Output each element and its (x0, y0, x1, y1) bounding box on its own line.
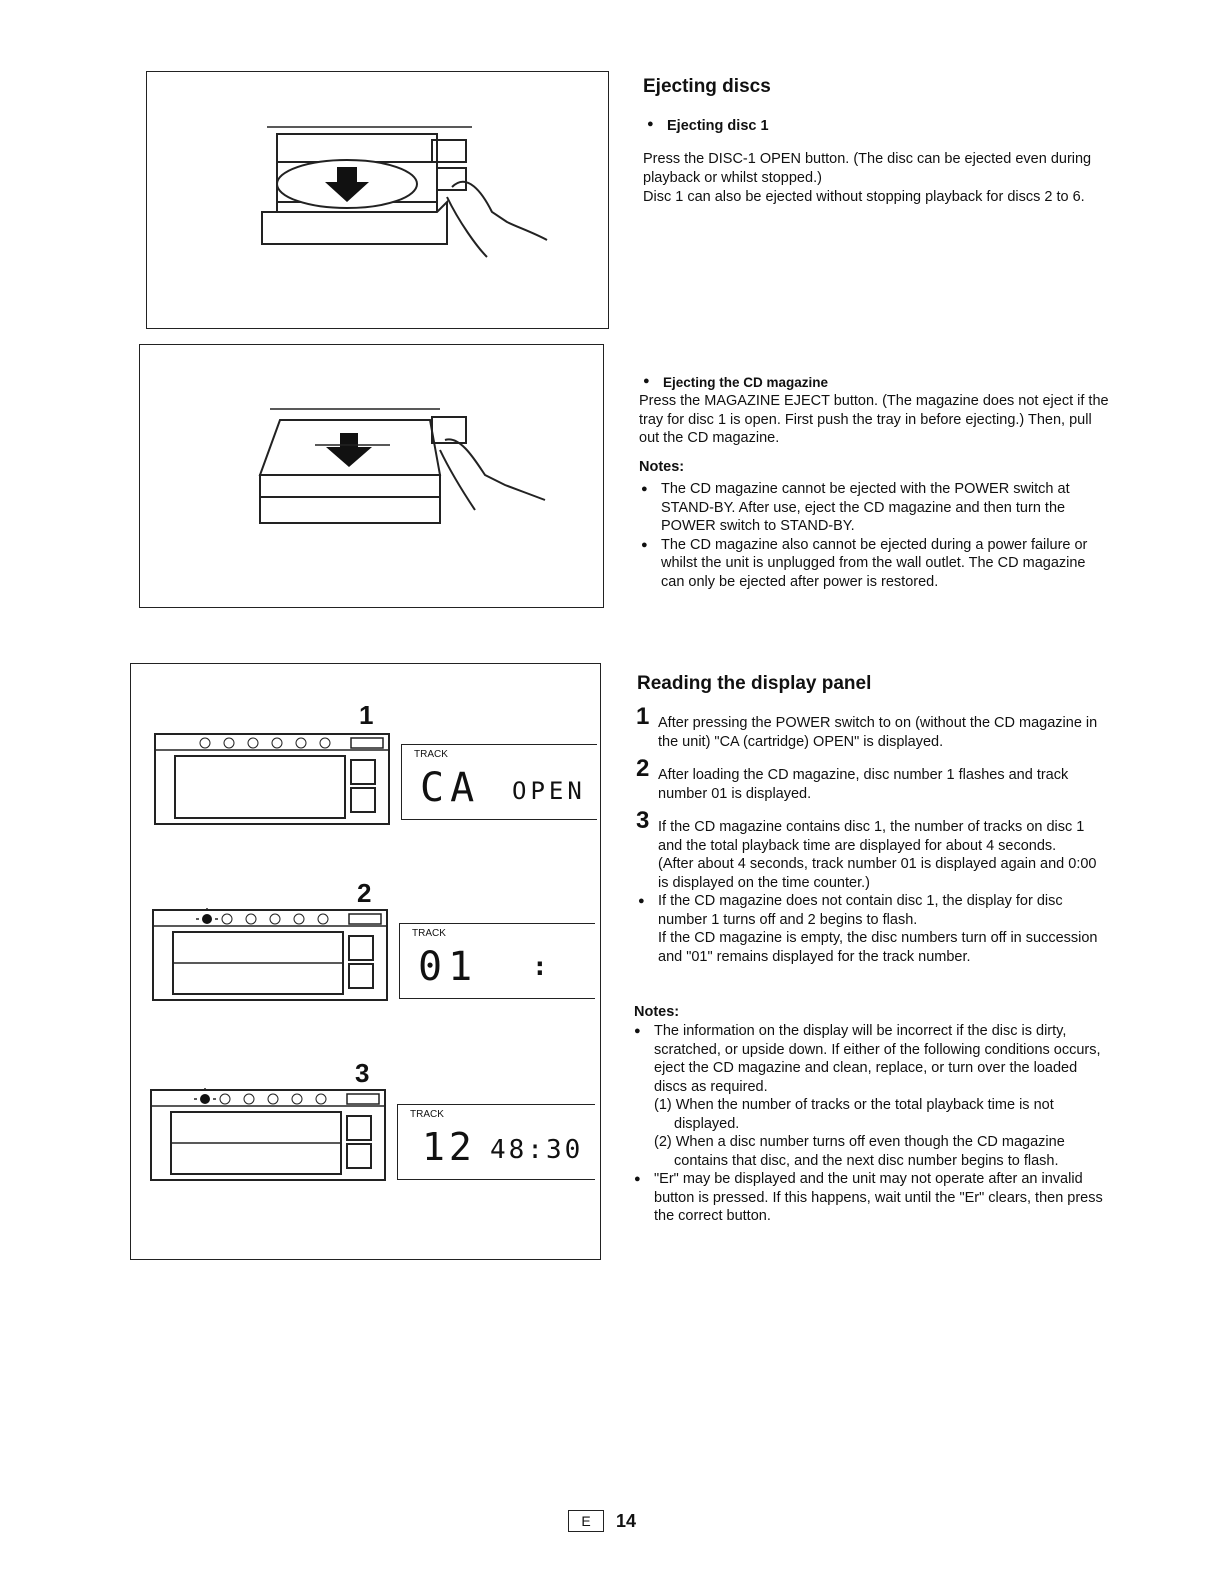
display-note-1-sub-1: (1) When the number of tracks or the total playback time is not displayed. (654, 1097, 1054, 1132)
track-label-3: TRACK (410, 1109, 444, 1120)
eject-notes-label: Notes: (639, 459, 685, 475)
step-3-number: 3 (636, 807, 650, 834)
step-1 (636, 703, 1106, 751)
panel-1-unit (153, 732, 393, 828)
disc1-paragraph-2: Disc 1 can also be ejected without stopping playback for discs 2 to 6. (643, 189, 1085, 205)
lcd-2-left: 01 (418, 944, 479, 990)
step-2-number: 2 (636, 755, 650, 782)
panel-2-unit (151, 908, 391, 1004)
eject-notes-list (639, 480, 1109, 591)
panel-2-lcd (399, 923, 595, 999)
step-2-text: After loading the CD magazine, disc number 1 flashes and track number 01 is displayed. (658, 767, 1069, 802)
panel-3-unit (149, 1088, 389, 1184)
lcd-3-left: 12 (422, 1125, 476, 1169)
language-box: E (568, 1510, 604, 1532)
display-note-1: ● The information on the display will be incorrect if the disc is dirty, scratched, or upside down. If either of the following conditions occurs, eject the CD magazine and clean, replace, or turn over the loaded discs as required. (632, 1022, 1104, 1096)
figure-eject-magazine (139, 344, 604, 608)
step-2 (636, 755, 1106, 803)
display-note-1-sub-2: (2) When a disc number turns off even though the CD magazine contains that disc, and the next disc number begins to flash. (654, 1134, 1065, 1169)
panel-number-3: 3 (355, 1058, 370, 1088)
display-bullet-extra: If the CD magazine is empty, the disc numbers turn off in succession and "01" remains displayed for the track number. (658, 930, 1098, 965)
display-steps (636, 703, 1106, 966)
panel-3-lcd (397, 1104, 595, 1180)
display-section-title: Reading the display panel (637, 673, 872, 694)
lcd-3-right: 48:30 (490, 1135, 584, 1165)
display-bullet-main: ● If the CD magazine does not contain disc 1, the display for disc number 1 turns off and 2 begins to flash. (636, 892, 1106, 929)
eject-section-title: Ejecting discs (643, 76, 771, 97)
magazine-paragraph: Press the MAGAZINE EJECT button. (The magazine does not eject if the tray for disc 1 is open. First push the tray in before ejecting.) Then, pull out the CD magazine. (639, 393, 1109, 446)
eject-note-1: ● The CD magazine cannot be ejected with the POWER switch at STAND-BY. After use, eject the CD magazine and then turn the POWER switch to STAND-BY. (639, 480, 1109, 536)
display-notes-list (632, 1022, 1104, 1226)
page-footer (568, 1510, 636, 1532)
track-label-2: TRACK (412, 928, 446, 939)
lcd-1-left: CA (420, 765, 481, 811)
step-1-text: After pressing the POWER switch to on (without the CD magazine in the unit) "CA (cartridge) OPEN" is displayed. (658, 715, 1098, 750)
magazine-heading: ● Ejecting the CD magazine (641, 375, 1224, 390)
page-number: 14 (616, 1510, 637, 1531)
step-3-text: If the CD magazine contains disc 1, the number of tracks on disc 1 and the total playback time are displayed for about 4 seconds. (658, 819, 1085, 854)
step-3 (636, 807, 1106, 855)
figure-eject-disc1 (146, 71, 609, 329)
display-notes-label: Notes: (634, 1004, 680, 1020)
magazine-illustration (140, 345, 605, 609)
lcd-2-right: : (532, 952, 548, 982)
eject-note-2: ● The CD magazine also cannot be ejected during a power failure or whilst the unit is unplugged from the wall outlet. The CD magazine can only be ejected after power is restored. (639, 536, 1109, 592)
panel-1-lcd (401, 744, 597, 820)
disc1-paragraph-1: Press the DISC-1 OPEN button. (The disc can be ejected even during playback or whilst stopped.) (643, 151, 1092, 186)
figure-display-panels (130, 663, 601, 1260)
step-1-number: 1 (636, 703, 650, 730)
display-note-2: ● "Er" may be displayed and the unit may not operate after an invalid button is pressed. If this happens, wait until the "Er" clears, then press the correct button. (632, 1170, 1104, 1226)
panel-number-2: 2 (357, 878, 372, 908)
step-3-extra: (After about 4 seconds, track number 01 is displayed again and 0:00 is displayed on the time counter.) (658, 856, 1097, 891)
lcd-1-right: OPEN (512, 777, 586, 805)
disc-tray-illustration (147, 72, 610, 330)
track-label-1: TRACK (414, 749, 448, 760)
panel-number-1: 1 (359, 700, 374, 730)
disc1-heading: ● Ejecting disc 1 (645, 118, 1224, 134)
